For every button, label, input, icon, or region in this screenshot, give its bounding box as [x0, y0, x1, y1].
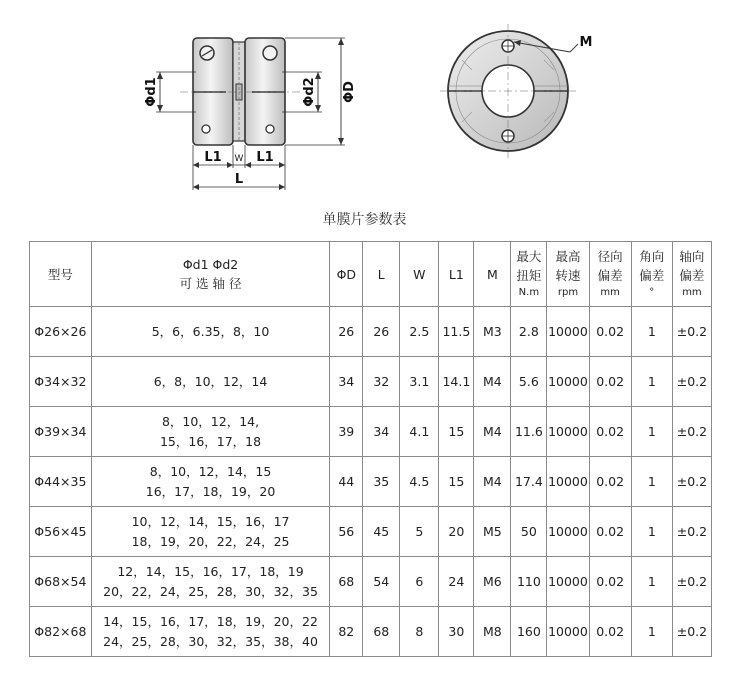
cell-speed: 10000 [547, 557, 589, 607]
bore-size-line: 10，12，14，15，16，17 [131, 513, 290, 529]
cell-model: Φ26×26 [30, 307, 92, 357]
cell-torque: 5.6 [511, 357, 547, 407]
cell-axial: ±0.2 [672, 507, 711, 557]
bore-size-line: 8，10，12，14, [161, 413, 260, 429]
header-D: ΦD [330, 242, 363, 307]
cell-radial: 0.02 [589, 507, 631, 557]
table-row [30, 457, 712, 507]
cell-model: Φ44×35 [30, 457, 92, 507]
bore-size-line: 18，19，20，22，24，25 [131, 533, 290, 549]
cell-speed: 10000 [547, 407, 589, 457]
cell-speed: 10000 [547, 457, 589, 507]
cell-torque: 17.4 [511, 457, 547, 507]
header-model: 型号 [30, 242, 92, 307]
bore-size-line: 16，17，18，19，20 [145, 483, 276, 499]
cell-bores [91, 557, 330, 607]
cell-angular: 1 [631, 457, 672, 507]
cell-torque: 50 [511, 507, 547, 557]
cell-axial: ±0.2 [672, 407, 711, 457]
cell-axial: ±0.2 [672, 607, 711, 657]
cell-bores [91, 357, 330, 407]
cell-D: 44 [330, 457, 363, 507]
cell-torque: 2.8 [511, 307, 547, 357]
cell-W: 6 [400, 557, 439, 607]
spec-table [29, 241, 712, 657]
bore-size-line: 8，10，12，14，15 [149, 463, 272, 479]
cell-D: 82 [330, 607, 363, 657]
cell-radial: 0.02 [589, 557, 631, 607]
L1-left-label: L1 [204, 150, 222, 165]
M-label: M [579, 35, 593, 50]
header-torque: 最大 扭矩 N.m [511, 242, 547, 307]
cell-M: M8 [474, 607, 511, 657]
cell-L: 45 [363, 507, 400, 557]
cell-speed: 10000 [547, 307, 589, 357]
bore-size-line: 12，14，15，16，17，18，19 [117, 563, 304, 579]
cell-W: 5 [400, 507, 439, 557]
header-bore: Φd1 Φd2 可 选 轴 径 [91, 242, 330, 307]
cell-W: 4.1 [400, 407, 439, 457]
header-angular: 角向 偏差 ° [631, 242, 672, 307]
bore-size-line: 6，8，10，12，14 [153, 373, 268, 389]
cell-L1: 24 [439, 557, 474, 607]
bore-size-line: 15，16，17，18 [159, 433, 262, 449]
cell-M: M3 [474, 307, 511, 357]
cell-bores [91, 307, 330, 357]
cell-L: 68 [363, 607, 400, 657]
table-row [30, 307, 712, 357]
cell-angular: 1 [631, 607, 672, 657]
cell-M: M6 [474, 557, 511, 607]
cell-angular: 1 [631, 507, 672, 557]
header-radial: 径向 偏差 mm [589, 242, 631, 307]
front-view [440, 24, 592, 158]
header-W: W [400, 242, 439, 307]
cell-L1: 15 [439, 457, 474, 507]
cell-radial: 0.02 [589, 307, 631, 357]
cell-model: Φ68×54 [30, 557, 92, 607]
cell-axial: ±0.2 [672, 307, 711, 357]
header-row [30, 242, 712, 307]
header-L: L [363, 242, 400, 307]
cell-W: 4.5 [400, 457, 439, 507]
header-axial: 轴向 偏差 mm [672, 242, 711, 307]
cell-M: M4 [474, 407, 511, 457]
cell-radial: 0.02 [589, 457, 631, 507]
cell-axial: ±0.2 [672, 357, 711, 407]
cell-D: 39 [330, 407, 363, 457]
cell-W: 2.5 [400, 307, 439, 357]
cell-L: 54 [363, 557, 400, 607]
cell-torque: 11.6 [511, 407, 547, 457]
cell-axial: ±0.2 [672, 557, 711, 607]
cell-L1: 14.1 [439, 357, 474, 407]
cell-L1: 20 [439, 507, 474, 557]
cell-M: M4 [474, 457, 511, 507]
coupling-drawing [0, 0, 729, 205]
cell-L: 34 [363, 407, 400, 457]
header-speed: 最高 转速 rpm [547, 242, 589, 307]
cell-model: Φ82×68 [30, 607, 92, 657]
cell-L: 26 [363, 307, 400, 357]
bore-size-line: 20，22，24，25，28，30，32，35 [103, 583, 318, 599]
table-row [30, 357, 712, 407]
table-row [30, 507, 712, 557]
cell-bores [91, 407, 330, 457]
cell-model: Φ34×32 [30, 357, 92, 407]
cell-D: 68 [330, 557, 363, 607]
cell-speed: 10000 [547, 507, 589, 557]
cell-bores [91, 507, 330, 557]
cell-angular: 1 [631, 407, 672, 457]
cell-radial: 0.02 [589, 607, 631, 657]
cell-L: 32 [363, 357, 400, 407]
cell-M: M4 [474, 357, 511, 407]
cell-W: 8 [400, 607, 439, 657]
D-label: ΦD [342, 81, 357, 103]
cell-torque: 110 [511, 557, 547, 607]
cell-L1: 30 [439, 607, 474, 657]
cell-speed: 10000 [547, 357, 589, 407]
header-M: M [474, 242, 511, 307]
cell-model: Φ39×34 [30, 407, 92, 457]
cell-W: 3.1 [400, 357, 439, 407]
table-row [30, 607, 712, 657]
table-row [30, 407, 712, 457]
L1-right-label: L1 [256, 150, 274, 165]
cell-radial: 0.02 [589, 407, 631, 457]
table-title: 单膜片参数表 [322, 212, 407, 228]
cell-D: 26 [330, 307, 363, 357]
cell-axial: ±0.2 [672, 457, 711, 507]
d1-label: Φd1 [144, 77, 159, 107]
cell-angular: 1 [631, 307, 672, 357]
cell-model: Φ56×45 [30, 507, 92, 557]
cell-torque: 160 [511, 607, 547, 657]
header-L1: L1 [439, 242, 474, 307]
cell-radial: 0.02 [589, 357, 631, 407]
cell-M: M5 [474, 507, 511, 557]
W-label: W [234, 154, 244, 164]
d2-label: Φd2 [302, 77, 317, 107]
cell-D: 34 [330, 357, 363, 407]
cell-speed: 10000 [547, 607, 589, 657]
bore-size-line: 14，15，16，17，18，19，20，22 [103, 613, 318, 629]
cell-L1: 15 [439, 407, 474, 457]
cell-bores [91, 607, 330, 657]
cell-bores [91, 457, 330, 507]
cell-L1: 11.5 [439, 307, 474, 357]
cell-D: 56 [330, 507, 363, 557]
bore-size-line: 5，6，6.35，8，10 [151, 323, 270, 339]
L-label: L [234, 172, 244, 187]
cell-angular: 1 [631, 357, 672, 407]
cell-L: 35 [363, 457, 400, 507]
side-view [144, 38, 357, 190]
table-row [30, 557, 712, 607]
cell-angular: 1 [631, 557, 672, 607]
bore-size-line: 24，25，28，30，32，35，38，40 [103, 633, 318, 649]
